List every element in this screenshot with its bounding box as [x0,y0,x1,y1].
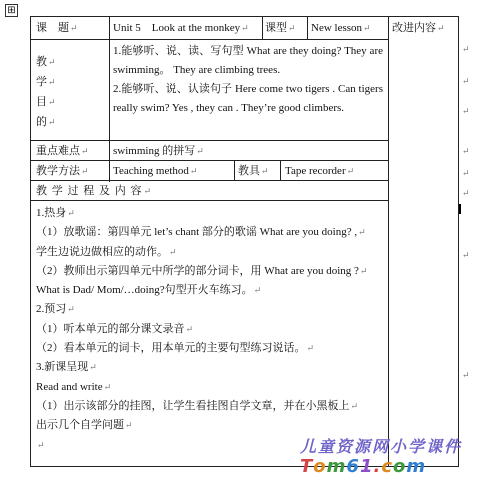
process-line: 1.热身↵ [36,207,75,219]
teaching-method-value[interactable]: Teaching method↵ [113,165,198,177]
lesson-type-value[interactable]: New lesson↵ [311,22,371,34]
improvement-header: 改进内容↵ [392,22,445,34]
process-line: （1）听本单元的部分课文录音↵ [36,322,194,335]
course-label: 课 题↵ [36,22,78,34]
site-watermark-logo: 儿童资源网小学课件 Tom61.com [300,434,480,477]
margin-paragraph-mark: ↵ [462,168,470,178]
margin-paragraph-mark: ↵ [462,44,470,54]
key-points-value[interactable]: swimming 的拼写↵ [113,145,204,157]
teaching-aids-label: 教具↵ [238,165,269,177]
process-line: 2.预习↵ [36,303,75,316]
process-line: 学生边说边做相应的动作。↵ [36,245,177,258]
process-line: Read and write↵ [36,380,112,393]
margin-paragraph-mark: ↵ [462,188,470,198]
teaching-aids-value[interactable]: Tape recorder↵ [285,165,355,177]
process-line: 出示几个自学问题↵ [36,419,133,432]
process-line: 3.新课呈现↵ [36,361,97,374]
process-header: 教 学 过 程 及 内 容↵ [36,185,153,197]
process-line: （2）教师出示第四单元中所学的部分词卡，用 What are you doing ?↵ [36,264,368,277]
process-line: （1）放歌谣：第四单元 let’s chant 部分的歌谣 What are you doing? ,↵ [36,226,366,239]
table-move-handle[interactable]: ⊞ [5,4,18,17]
key-points-label: 重点难点↵ [36,145,89,157]
margin-paragraph-mark: ↵ [462,250,470,260]
lesson-type-label: 课型↵ [265,22,296,34]
process-line: What is Dad/ Mom/…doing?句型开火车练习。↵ [36,284,262,297]
margin-paragraph-mark: ↵ [462,76,470,86]
process-line: （2）看本单元的词卡，用本单元的主要句型练习说话。↵ [36,342,315,355]
teaching-goals-text[interactable]: 1.能够听、说、读、写句型 What are they doing? They are swimming。 They are climbing trees. 2.能够听、说、认读句子 Here come two tigers . Can tigers really swim? Yes , they can . They’re good climbers. [113,45,383,114]
process-line: ↵ [37,439,45,450]
course-title[interactable]: Unit 5 Look at the monkey↵ [113,22,249,34]
margin-paragraph-mark: ↵ [462,370,470,380]
teaching-method-label: 教学方法↵ [36,165,89,177]
goals-label: 教↵ 学↵ 目↵ 的↵ [36,56,56,128]
margin-paragraph-mark: ↵ [462,146,470,156]
process-line: （1）出示该部分的挂图，让学生看挂图自学文章，并在小黑板上↵ [36,399,359,412]
margin-paragraph-mark: ↵ [462,106,470,116]
watermark-domain: Tom61.com [300,456,427,477]
process-content[interactable] [36,204,386,455]
